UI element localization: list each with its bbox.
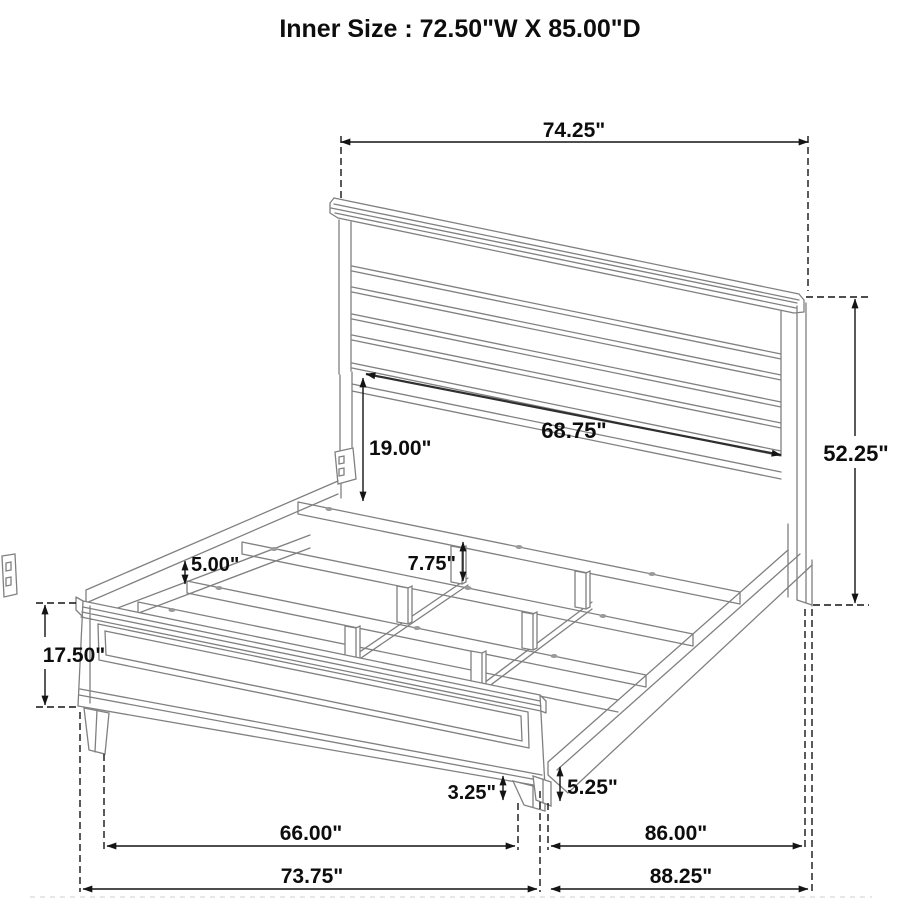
label-footboard-width: 73.75" (280, 865, 344, 888)
headboard-panels (330, 198, 812, 606)
label-headboard-inner-width: 68.75" (541, 418, 607, 443)
label-footboard-height: 17.50" (42, 644, 106, 667)
label-headboard-clearance: 19.00" (369, 437, 432, 460)
label-overall-depth: 88.25" (649, 865, 713, 888)
label-slat-support-height: 7.75" (407, 553, 456, 575)
footboard-face (78, 601, 545, 787)
label-rail-length: 86.00" (644, 822, 708, 845)
label-headboard-width: 74.25" (542, 119, 606, 142)
footboard (76, 597, 546, 811)
headboard (330, 198, 812, 606)
label-footboard-foot: 3.25" (447, 782, 496, 804)
label-rail-bottom: 5.25" (567, 776, 618, 799)
label-inner-floor-width: 66.00" (279, 822, 343, 845)
label-slat-spacing: 5.00" (191, 554, 240, 576)
diagram-title: Inner Size : 72.50"W X 85.00"D (279, 15, 641, 43)
rail-bracket (335, 448, 356, 484)
extension-lines (36, 136, 869, 892)
label-headboard-height: 52.25" (823, 441, 889, 466)
front-rail-bracket (2, 554, 17, 597)
